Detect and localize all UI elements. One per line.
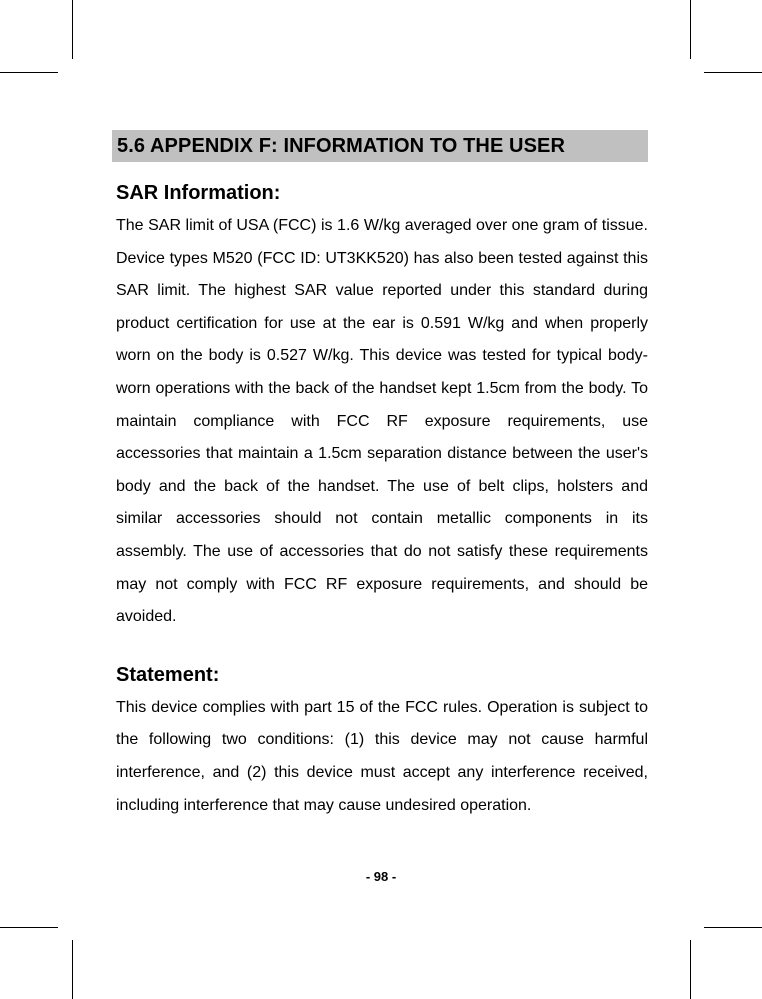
statement-paragraph: This device complies with part 15 of the FCC rules. Operation is subject to the following two conditions: (1) this device may not cause harmful interference, and (2) this device must accept any interference received, including interference that may cause undesired operation. — [116, 698, 648, 814]
sar-paragraph: The SAR limit of USA (FCC) is 1.6 W/kg averaged over one gram of tissue. Device types M520 (FCC ID: UT3KK520) has also been tested against this SAR limit. The highest SAR value reported under this standard during product certification for use at the ear is 0.591 W/kg and when properly worn on the body is 0.527 W/kg. This device was tested for typical body-worn operations with the back of the handset kept 1.5cm from the body. To maintain compliance with FCC RF exposure requirements, use accessories that maintain a 1.5cm separation distance between the user's body and the back of the handset. The use of belt clips, holsters and similar accessories should not contain metallic components in its assembly. The use of accessories that do not satisfy these requirements may not comply with FCC RF exposure requirements, and should be avoided. — [116, 217, 648, 626]
page-number: - 98 - — [365, 869, 397, 884]
crop-mark-bottom-right-vertical — [690, 940, 691, 999]
crop-mark-top-left-vertical — [72, 0, 73, 59]
crop-mark-top-left-horizontal — [0, 72, 58, 73]
section-banner — [112, 130, 648, 162]
paragraph-spacer — [112, 634, 648, 658]
statement-heading: Statement: — [116, 663, 220, 686]
crop-mark-top-right-horizontal — [704, 72, 762, 73]
crop-mark-bottom-right-horizontal — [704, 927, 762, 928]
crop-mark-bottom-left-vertical — [72, 940, 73, 999]
sar-heading: SAR Information: — [116, 182, 281, 204]
section-title: 5.6 APPENDIX F: INFORMATION TO THE USER — [117, 134, 566, 157]
crop-mark-bottom-left-horizontal — [0, 927, 58, 928]
crop-mark-top-right-vertical — [690, 0, 691, 59]
page-content — [112, 130, 648, 822]
